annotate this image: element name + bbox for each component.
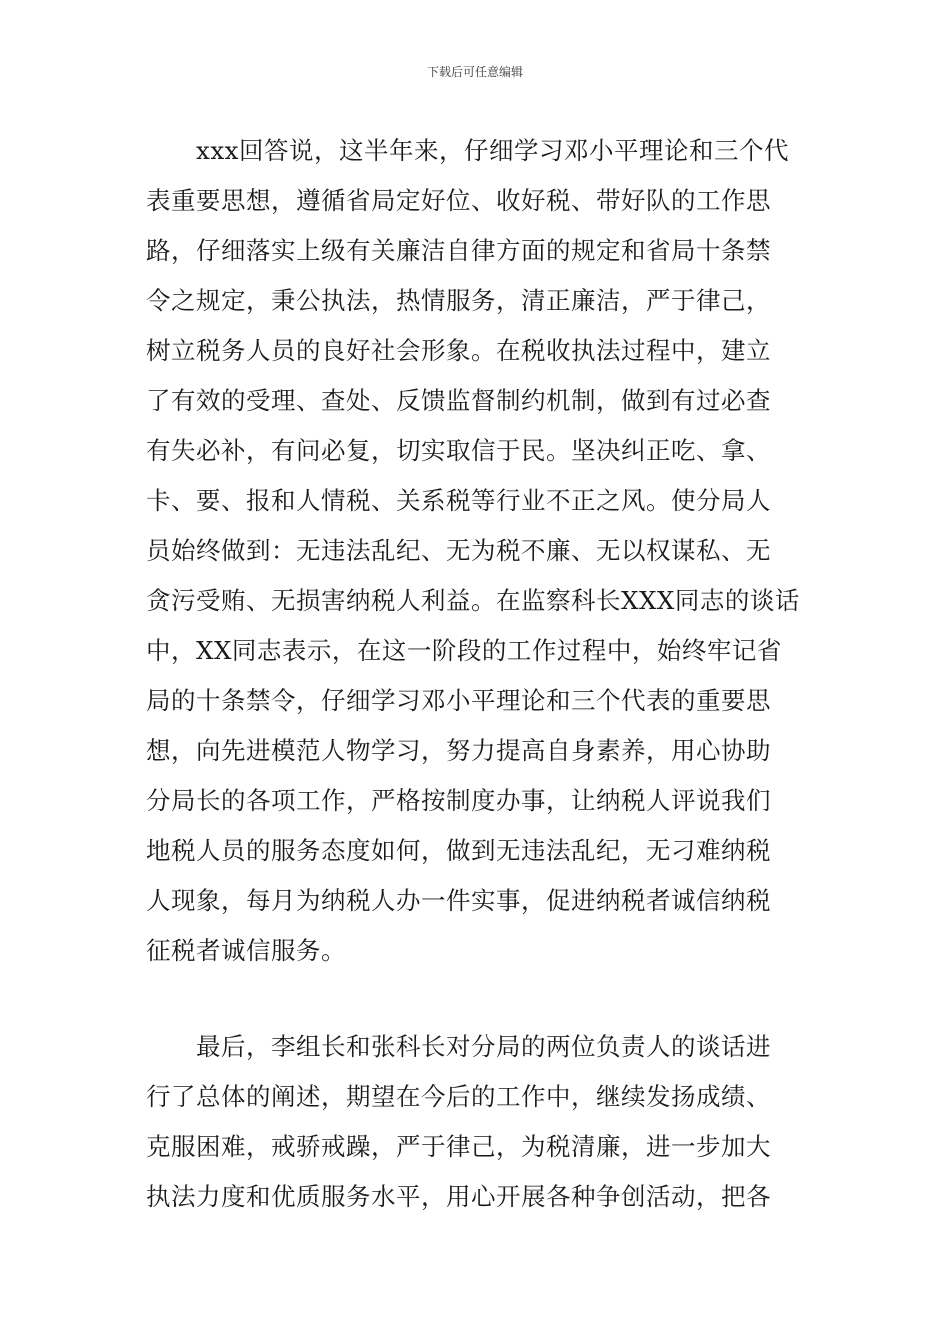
text-line: 行了总体的阐述，期望在今后的工作中，继续发扬成绩、 — [146, 1082, 771, 1111]
page-header: 下载后可任意编辑 — [426, 65, 523, 79]
text-line: 局的十条禁令，仔细学习邓小平理论和三个代表的重要思 — [146, 686, 771, 715]
text-line: 执法力度和优质服务水平，用心开展各种争创活动，把各 — [146, 1182, 771, 1211]
text-line: 贪污受贿、无损害纳税人利益。在监察科长XXX同志的谈话 — [146, 586, 800, 615]
text-line: 树立税务人员的良好社会形象。在税收执法过程中，建立 — [146, 336, 771, 365]
text-line: 了有效的受理、查处、反馈监督制约机制，做到有过必查 — [146, 386, 771, 415]
paragraph-2 — [146, 1022, 806, 1222]
text-line: 路，仔细落实上级有关廉洁自律方面的规定和省局十条禁 — [146, 236, 771, 265]
text-line: 令之规定，秉公执法，热情服务，清正廉洁，严于律己， — [146, 286, 771, 315]
text-line: 表重要思想，遵循省局定好位、收好税、带好队的工作思 — [146, 186, 771, 215]
document-body — [146, 126, 806, 1222]
text-line: 有失必补，有问必复，切实取信于民。坚决纠正吃、拿、 — [146, 436, 771, 465]
text-line: 想，向先进模范人物学习，努力提高自身素养，用心协助 — [146, 736, 771, 765]
text-line: 分局长的各项工作，严格按制度办事，让纳税人评说我们 — [146, 786, 771, 815]
paragraph-1 — [146, 126, 806, 976]
text-line: 克服困难，戒骄戒躁，严于律己，为税清廉，进一步加大 — [146, 1132, 771, 1161]
text-line: 员始终做到：无违法乱纪、无为税不廉、无以权谋私、无 — [146, 536, 771, 565]
text-line: 人现象，每月为纳税人办一件实事，促进纳税者诚信纳税 — [146, 886, 771, 915]
text-line: 地税人员的服务态度如何，做到无违法乱纪，无刁难纳税 — [146, 836, 771, 865]
text-line: 中，XX同志表示，在这一阶段的工作过程中，始终牢记省 — [146, 636, 782, 665]
paragraph-spacer — [146, 976, 806, 1022]
text-line: 征税者诚信服务。 — [146, 936, 346, 965]
text-line: 最后，李组长和张科长对分局的两位负责人的谈话进 — [196, 1032, 771, 1061]
text-line: xxx回答说，这半年来，仔细学习邓小平理论和三个代 — [196, 136, 789, 165]
text-line: 卡、要、报和人情税、关系税等行业不正之风。使分局人 — [146, 486, 771, 515]
